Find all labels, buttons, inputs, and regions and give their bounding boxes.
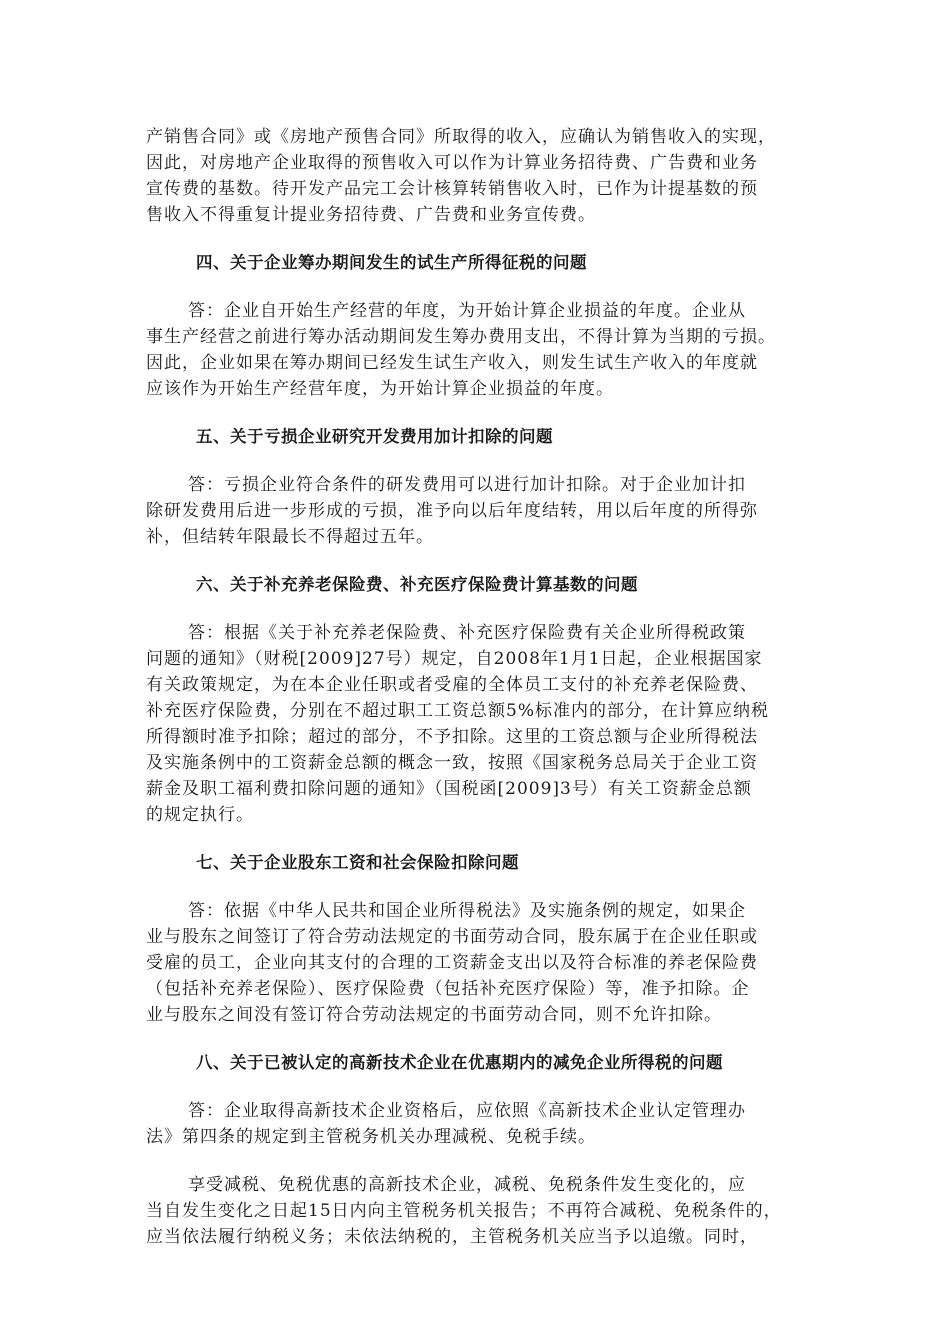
- paragraph-line: 所得额时准予扣除；超过的部分，不予扣除。这里的工资总额与企业所得税法: [146, 727, 758, 747]
- paragraph-line: 受雇的员工，企业向其支付的合理的工资薪金支出以及符合标准的养老保险费: [146, 953, 758, 973]
- paragraph-line: 应当依法履行纳税义务；未依法纳税的，主管税务机关应当予以追缴。同时，: [146, 1227, 758, 1247]
- paragraph: [146, 124, 810, 228]
- paragraph-line: 补充医疗保险费，分别在不超过职工工资总额5%标准内的部分，在计算应纳税: [146, 701, 769, 721]
- paragraph-line: 业与股东之间没有签订符合劳动法规定的书面劳动合同，则不允许扣除。: [146, 1005, 722, 1025]
- paragraph-line: 的规定执行。: [146, 805, 254, 825]
- paragraph-line: 因此，企业如果在筹办期间已经发生试生产收入，则发生试生产收入的年度就: [146, 353, 758, 373]
- paragraph: [146, 1098, 810, 1150]
- document-body: [146, 124, 810, 1272]
- paragraph: [146, 1172, 810, 1250]
- paragraph-line: 因此，对房地产企业取得的预售收入可以作为计算业务招待费、广告费和业务: [146, 153, 758, 173]
- paragraph-line: 事生产经营之前进行筹办活动期间发生筹办费用支出，不得计算为当期的亏损。: [146, 327, 776, 347]
- section-heading: 七、关于企业股东工资和社会保险扣除问题: [196, 853, 519, 872]
- paragraph-line: 答：根据《关于补充养老保险费、补充医疗保险费有关企业所得税政策: [188, 623, 746, 643]
- paragraph-line: 答：亏损企业符合条件的研发费用可以进行加计扣除。对于企业加计扣: [188, 475, 746, 495]
- paragraph-line: 答：企业自开始生产经营的年度，为开始计算企业损益的年度。企业从: [188, 301, 746, 321]
- paragraph-line: 及实施条例中的工资薪金总额的概念一致，按照《国家税务总局关于企业工资: [146, 753, 758, 773]
- paragraph-line: 业与股东之间签订了符合劳动法规定的书面劳动合同，股东属于在企业任职或: [146, 927, 758, 947]
- section-heading: 四、关于企业筹办期间发生的试生产所得征税的问题: [196, 253, 587, 272]
- paragraph: [146, 472, 810, 550]
- paragraph-line: 享受减税、免税优惠的高新技术企业，减税、免税条件发生变化的，应: [188, 1175, 746, 1195]
- paragraph-line: 产销售合同》或《房地产预售合同》所取得的收入，应确认为销售收入的实现，: [146, 127, 776, 147]
- paragraph-line: 答：依据《中华人民共和国企业所得税法》及实施条例的规定，如果企: [188, 901, 746, 921]
- paragraph-line: 法》第四条的规定到主管税务机关办理减税、免税手续。: [146, 1127, 596, 1147]
- section-heading: 六、关于补充养老保险费、补充医疗保险费计算基数的问题: [196, 575, 638, 594]
- paragraph: [146, 620, 810, 828]
- paragraph-line: 补，但结转年限最长不得超过五年。: [146, 527, 434, 547]
- paragraph-line: 宣传费的基数。待开发产品完工会计核算转销售收入时，已作为计提基数的预: [146, 179, 758, 199]
- paragraph-line: 薪金及职工福利费扣除问题的通知》（国税函[2009]3号）有关工资薪金总额: [146, 779, 752, 799]
- paragraph-line: （包括补充养老保险）、医疗保险费（包括补充医疗保险）等，准予扣除。企: [146, 979, 750, 999]
- paragraph: [146, 298, 810, 402]
- paragraph-line: 应该作为开始生产经营年度，为开始计算企业损益的年度。: [146, 379, 614, 399]
- paragraph: [146, 898, 810, 1028]
- paragraph-line: 问题的通知》（财税[2009]27号）规定，自2008年1月1日起，企业根据国家: [146, 649, 763, 669]
- paragraph-line: 答：企业取得高新技术企业资格后，应依照《高新技术企业认定管理办: [188, 1101, 746, 1121]
- paragraph-line: 售收入不得重复计提业务招待费、广告费和业务宣传费。: [146, 205, 596, 225]
- paragraph-line: 除研发费用后进一步形成的亏损，准予向以后年度结转，用以后年度的所得弥: [146, 501, 758, 521]
- paragraph-line: 当自发生变化之日起15日内向主管税务机关报告；不再符合减税、免税条件的，: [146, 1201, 782, 1221]
- paragraph-line: 有关政策规定，为在本企业任职或者受雇的全体员工支付的补充养老保险费、: [146, 675, 758, 695]
- section-heading: 八、关于已被认定的高新技术企业在优惠期内的减免企业所得税的问题: [196, 1053, 723, 1072]
- section-heading: 五、关于亏损企业研究开发费用加计扣除的问题: [196, 427, 553, 446]
